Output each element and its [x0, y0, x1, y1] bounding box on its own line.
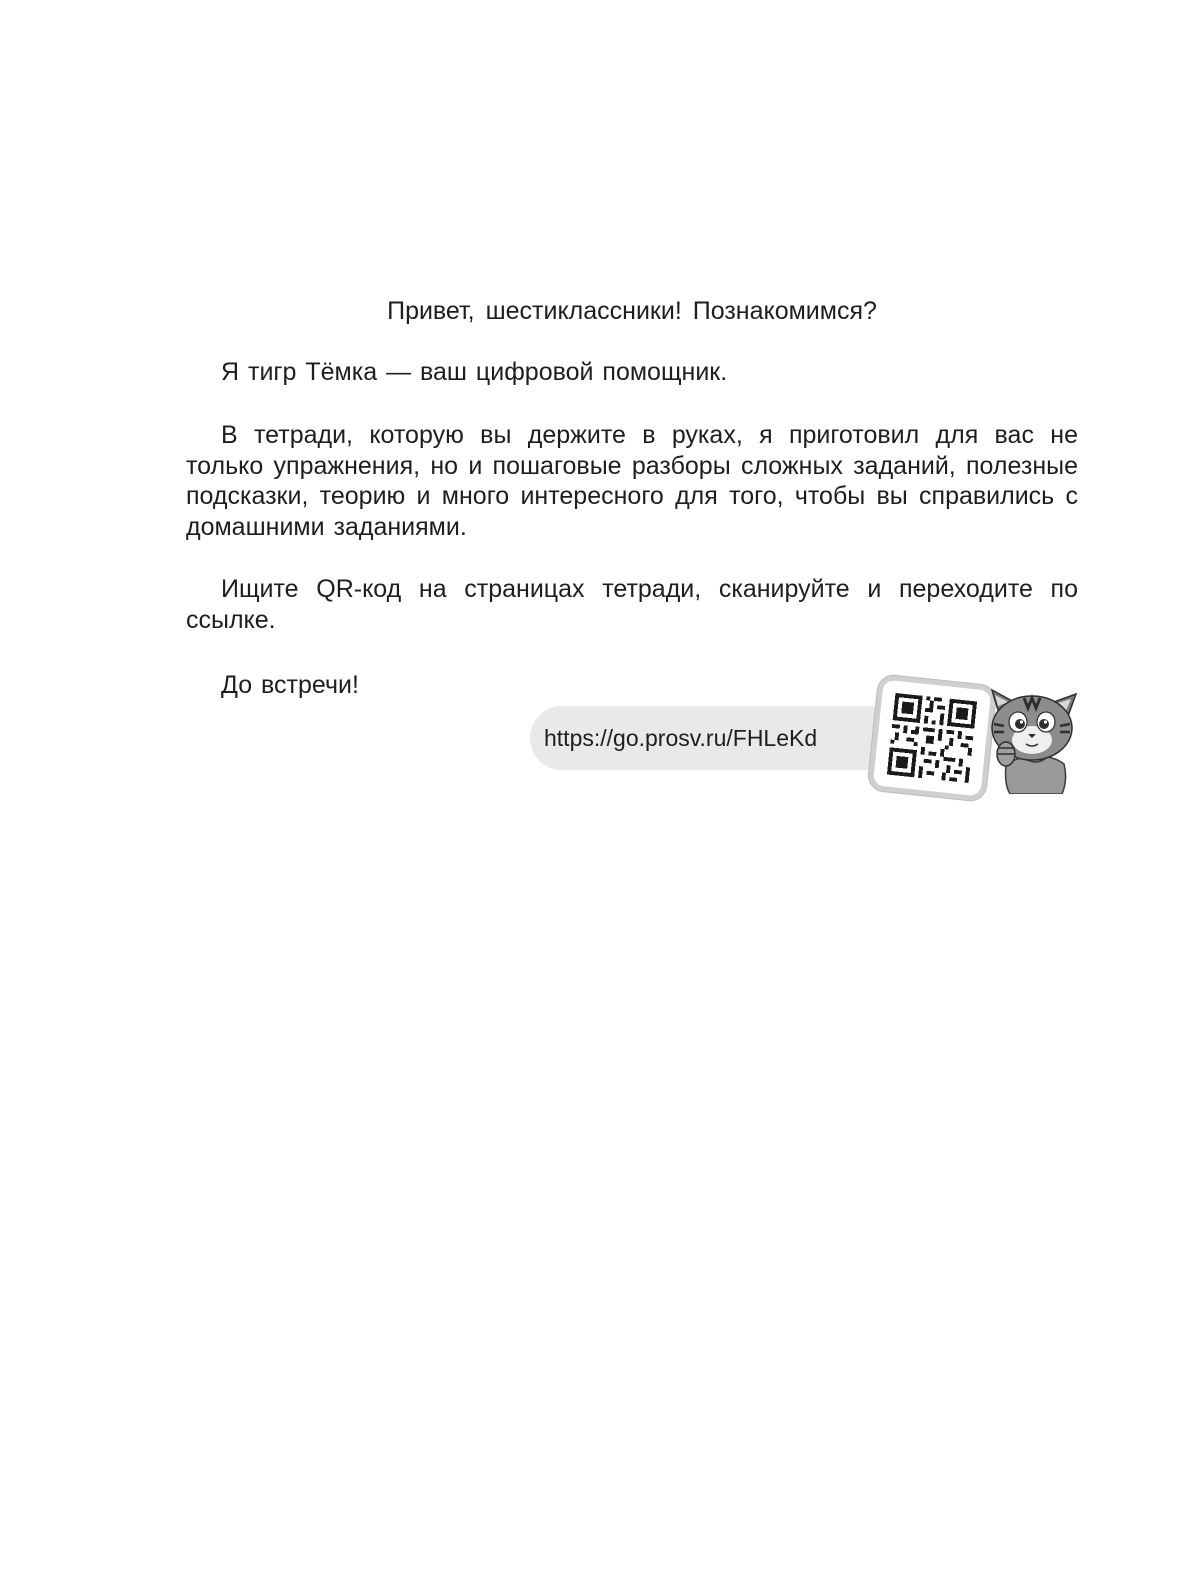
- tiger-mascot-icon: [984, 688, 1080, 794]
- greeting-heading: Привет, шестиклассники! Познакомимся?: [387, 297, 877, 325]
- qr-code-icon: [886, 693, 978, 783]
- qr-card[interactable]: [867, 674, 996, 802]
- farewell-paragraph: До встречи!: [221, 671, 359, 699]
- intro-paragraph: Я тигр Тёмка — ваш цифровой помощник.: [221, 358, 728, 386]
- qr-hint-paragraph: Ищите QR-код на страницах тетради, сканируйте и переходите по ссылке.: [186, 575, 1078, 634]
- link-url[interactable]: https://go.prosv.ru/FHLeKd: [544, 725, 818, 751]
- workbook-paragraph: В тетради, которую вы держите в руках, я приготовил для вас не только упражнения, но и пошаговые разборы сложных заданий, полезные подсказки, теорию и много интересного для того, чтобы вы справились с домашними заданиями.: [186, 421, 1078, 541]
